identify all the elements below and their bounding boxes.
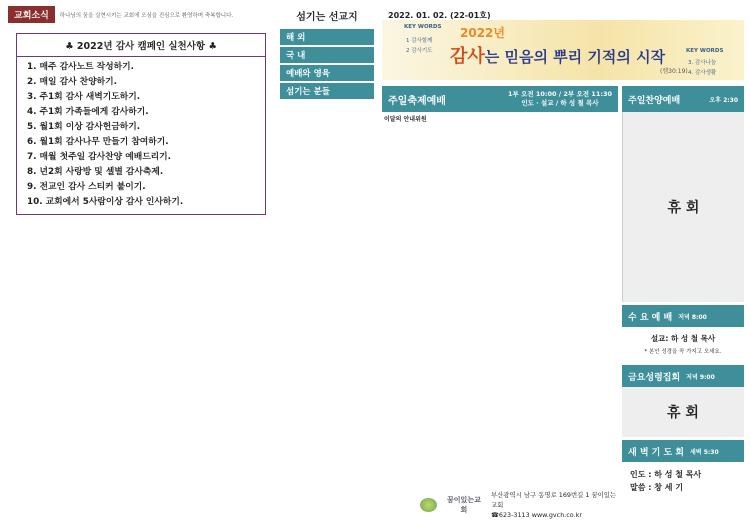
campaign-item: 7. 매월 첫주일 감사찬양 예배드리기. [27,152,172,162]
church-contact: ☎623-3113 www.gvch.co.kr [490,511,582,519]
keyword-2: 2 감사기도 [406,48,433,54]
guide-title: 이달의 안내위원 [384,116,427,123]
sunday-service-bar [382,86,618,112]
notice-subtitle: 하나님의 꿈을 실현시키는 교회에 오심을 진심으로 환영하며 축복합니다. [59,12,234,19]
notice-column [8,6,274,526]
keywords-left-label: KEY WORDS [404,24,442,30]
sunday-times-line2: 인도 · 설교 / 하 성 철 목사 [521,99,599,107]
banner-theme [450,42,665,68]
banner-theme-rest: 는 믿음의 뿌리 기적의 시작 [484,48,666,66]
church-logo-text: 꿈이있는교회 [447,496,481,514]
campaign-item: 3. 주1회 감사 새벽기도하기. [27,92,141,102]
dawn-word: 말씀 : 창 세 기 [630,483,683,492]
notice-header [8,6,274,23]
keyword-3: 3. 감사나눔 [688,60,717,66]
afternoon-time: 오후 2:30 [709,96,738,104]
church-footer [420,490,620,520]
campaign-item: 10. 교회에서 5사람이상 감사 인사하기. [27,197,184,207]
friday-title: 금요성령집회 [628,372,681,383]
campaign-item: 9. 전교인 감사 스티커 붙이기. [27,182,146,192]
issue-date: 2022. 01. 02. (22-01호) [388,11,491,20]
afternoon-rest-panel [622,112,744,302]
campaign-list [17,60,265,210]
wednesday-bar [622,305,744,327]
notice-tag: 교회소식 [8,6,55,23]
dawn-time: 새벽 5:30 [690,448,719,456]
missions-title: 섬기는 선교지 [296,12,358,23]
banner-theme-highlight: 감사 [450,46,485,67]
guide-section [382,114,618,126]
campaign-title: ♣ 2022년 감사 캠페인 실천사항 ♣ [17,34,265,57]
friday-time: 저녁 9:00 [686,373,715,381]
worship-label: 예배와 영육 [280,65,374,81]
campaign-item: 4. 주1회 가족들에게 감사하기. [27,107,149,117]
church-address: 부산광역시 남구 동명로 169번길 1 꿈이있는교회 [490,491,617,509]
campaign-item: 5. 월1회 이상 감사헌금하기. [27,122,141,132]
wednesday-time: 저녁 8:00 [678,313,707,321]
afternoon-rest: 휴 회 [667,200,700,216]
campaign-item: 6. 월1회 감사나무 만들기 참여하기. [27,137,169,147]
sunday-service [382,86,618,126]
sunday-service-title: 주일축제예배 [388,95,446,107]
dawn-body [622,462,744,500]
keywords-right-label: KEY WORDS [686,48,724,54]
afternoon-title: 주일찬양예배 [628,95,681,106]
afternoon-bar [622,86,744,112]
domestic-label: 국 내 [280,47,374,63]
wednesday-preacher: 설교: 하 성 철 목사 [650,334,716,343]
sunday-service-times [508,90,612,108]
church-logo-icon [420,498,437,512]
wednesday-body [622,327,744,365]
theme-banner [382,20,744,80]
dawn-leader: 인도 : 하 성 철 목사 [630,470,702,479]
wednesday-title: 수 요 예 배 [628,312,673,323]
abroad-label: 해 외 [280,29,374,45]
campaign-box [16,33,266,215]
servants-label: 섬기는 분들 [280,83,374,99]
missions-column [280,6,374,526]
campaign-item: 2. 매일 감사 찬양하기. [27,77,117,87]
friday-bar [622,365,744,387]
friday-rest: 휴 회 [667,405,699,421]
dawn-bar [622,440,744,462]
banner-year: 2022년 [460,26,505,40]
banner-reference: (렘30:19) [660,68,688,75]
worship-column [382,6,744,526]
campaign-item: 8. 년2회 사랑방 및 셀별 감사축제. [27,167,164,177]
wednesday-note: * 본인 성경을 꼭 가지고 오세요. [644,349,722,355]
campaign-item: 1. 매주 감사노트 작성하기. [27,62,134,72]
keyword-1: 1 감사할께 [406,38,433,44]
other-services [622,86,744,500]
keyword-4: 4. 감사생활 [688,70,717,76]
dawn-title: 새 벽 기 도 회 [628,447,685,458]
sunday-times-line1: 1부 오전 10:00 / 2부 오전 11:30 [507,90,612,98]
friday-rest-panel [622,387,744,437]
